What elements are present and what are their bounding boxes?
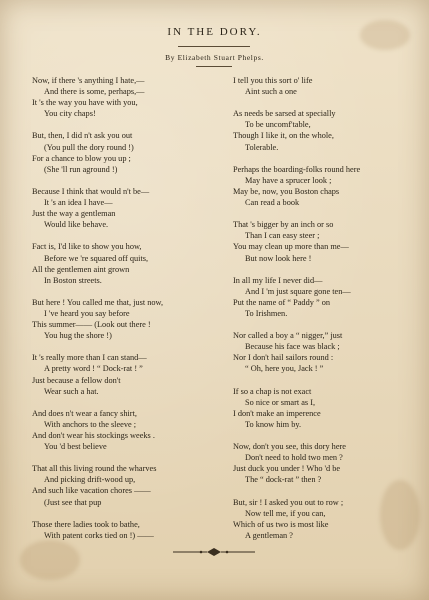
poem-line: Those there ladies took to bathe, (32, 519, 140, 529)
poem-line: I tell you this sort o' life (233, 76, 313, 85)
poem-line: Fact is, I'd like to show you how, (32, 242, 142, 252)
stanza (233, 441, 413, 485)
stanza (233, 386, 413, 430)
header-rule (178, 46, 250, 47)
poem-line: All the gentlemen aint grown (32, 264, 130, 274)
poem-line: Than I can easy steer ; (245, 231, 320, 241)
stanza (32, 519, 217, 541)
poem-line: To know him by. (245, 419, 302, 429)
poem-line: I 've heard you say before (44, 308, 130, 318)
poem-line: That 's bigger by an inch or so (233, 220, 334, 230)
poem-author: By Elizabeth Stuart Phelps. (165, 53, 264, 62)
poem-line: In all my life I never did— (233, 275, 323, 285)
poem-line: But now look here ! (245, 253, 312, 263)
poem-line: Tolerable. (245, 142, 279, 152)
poem-line: Before we 're squared off quits, (44, 253, 149, 263)
poem-line: Nor I don't hail sailors round : (233, 353, 334, 363)
poem-line: You hug the shore !) (44, 331, 112, 341)
poem-line: To Irishmen. (245, 308, 288, 318)
poem-line: And don't wear his stockings weeks . (32, 431, 155, 440)
poem-line: With patent corks tied on !) —— (44, 530, 154, 540)
poem-line: Now tell me, if you can, (245, 508, 326, 518)
stanza (32, 241, 217, 285)
poem-line: May have a sprucer look ; (245, 175, 332, 185)
stanza (32, 75, 217, 119)
poem-line: The “ dock-rat ” then ? (245, 475, 322, 485)
poem-line: And such like vacation chores —— (32, 486, 151, 496)
poem-line: “ Oh, here you, Jack ! ” (245, 364, 324, 374)
poem-line: For a chance to blow you up ; (32, 153, 131, 163)
poem-line: Aint such a one (245, 87, 297, 97)
poem-line: Would like behave. (44, 220, 109, 230)
poem-line: It 's really more than I can stand— (32, 353, 147, 363)
poem-line: Don't need to hold two men ? (245, 453, 343, 463)
poem-line: But, then, I did n't ask you out (32, 131, 133, 141)
poem-line: Now, if there 's anything I hate,— (32, 76, 145, 85)
poem-line: Just duck you under ! Who 'd be (233, 464, 341, 474)
poem-line: Wear such a hat. (44, 386, 99, 396)
stanza (32, 297, 217, 341)
poem-line: And does n't wear a fancy shirt, (32, 408, 137, 418)
poem-line: A gentleman ? (245, 530, 293, 540)
poem-line: So nice or smart as I, (245, 397, 316, 407)
end-ornament (171, 547, 257, 557)
poem-line: And I 'm just square gone ten— (245, 286, 351, 296)
poem-line: Just the way a gentleman (32, 209, 116, 219)
poem-line: It 's an idea I have— (44, 198, 113, 208)
stanza (233, 330, 413, 374)
stanza (233, 219, 413, 263)
poem-line: But, sir ! I asked you out to row ; (233, 497, 344, 507)
poem-line: You may clean up more than me— (233, 242, 349, 252)
author-rule (196, 66, 232, 67)
poem-line: You city chaps! (44, 109, 96, 119)
stanza (233, 75, 413, 97)
poem-column-left (32, 75, 217, 552)
poem-line: Now, don't you see, this dory here (233, 442, 346, 452)
poem-column-right (233, 75, 413, 552)
stanza (32, 408, 217, 452)
poem-line: That all this living round the wharves (32, 464, 157, 474)
poem-line: (Just see that pup (44, 497, 102, 507)
stanza (32, 130, 217, 174)
stanza (32, 463, 217, 507)
poem-line: In Boston streets. (44, 275, 102, 285)
poem-line: Though I like it, on the whole, (233, 131, 334, 141)
stanza (233, 497, 413, 541)
stanza (32, 186, 217, 230)
poem-line: May be, now, you Boston chaps (233, 186, 340, 196)
poem-line: A pretty word ! “ Dock-rat ! ” (44, 364, 143, 374)
poem-line: I don't make an imperence (233, 408, 321, 418)
stanza (233, 108, 413, 152)
poem-line: Because his face was black ; (245, 342, 340, 352)
poem-title: IN THE DORY. (167, 26, 262, 38)
poem-line: Put the name of “ Paddy ” on (233, 297, 331, 307)
poem-line: Because I think that would n't be— (32, 186, 150, 196)
poem-line: And picking drift-wood up, (44, 475, 136, 485)
poem-line: With anchors to the sleeve ; (44, 419, 137, 429)
poem-line: You 'd best believe (44, 442, 107, 452)
poem-line: To be uncomf'table, (245, 120, 311, 130)
poem-line: And there is some, perhaps,— (44, 87, 145, 97)
poem-line: As needs be sarsed at specially (233, 109, 336, 119)
poem-line: (You pull the dory round !) (44, 142, 134, 152)
poem-line: Perhaps the boarding-folks round here (233, 164, 361, 174)
stanza (233, 164, 413, 208)
poem-line: This summer—— (Look out there ! (32, 320, 151, 330)
poem-line: It 's the way you have with you, (32, 98, 138, 108)
stanza (233, 275, 413, 319)
poem-line: If so a chap is not exact (233, 386, 312, 396)
poem-line: But here ! You called me that, just now, (32, 297, 164, 307)
stanza (32, 352, 217, 396)
poem-line: Can read a book (245, 198, 300, 208)
poem-line: Just because a fellow don't (32, 375, 121, 385)
poem-line: (She 'll run aground !) (44, 164, 118, 174)
poem-line: Which of us two is most like (233, 519, 329, 529)
poem-line: Nor called a boy a “ nigger,” just (233, 331, 343, 341)
